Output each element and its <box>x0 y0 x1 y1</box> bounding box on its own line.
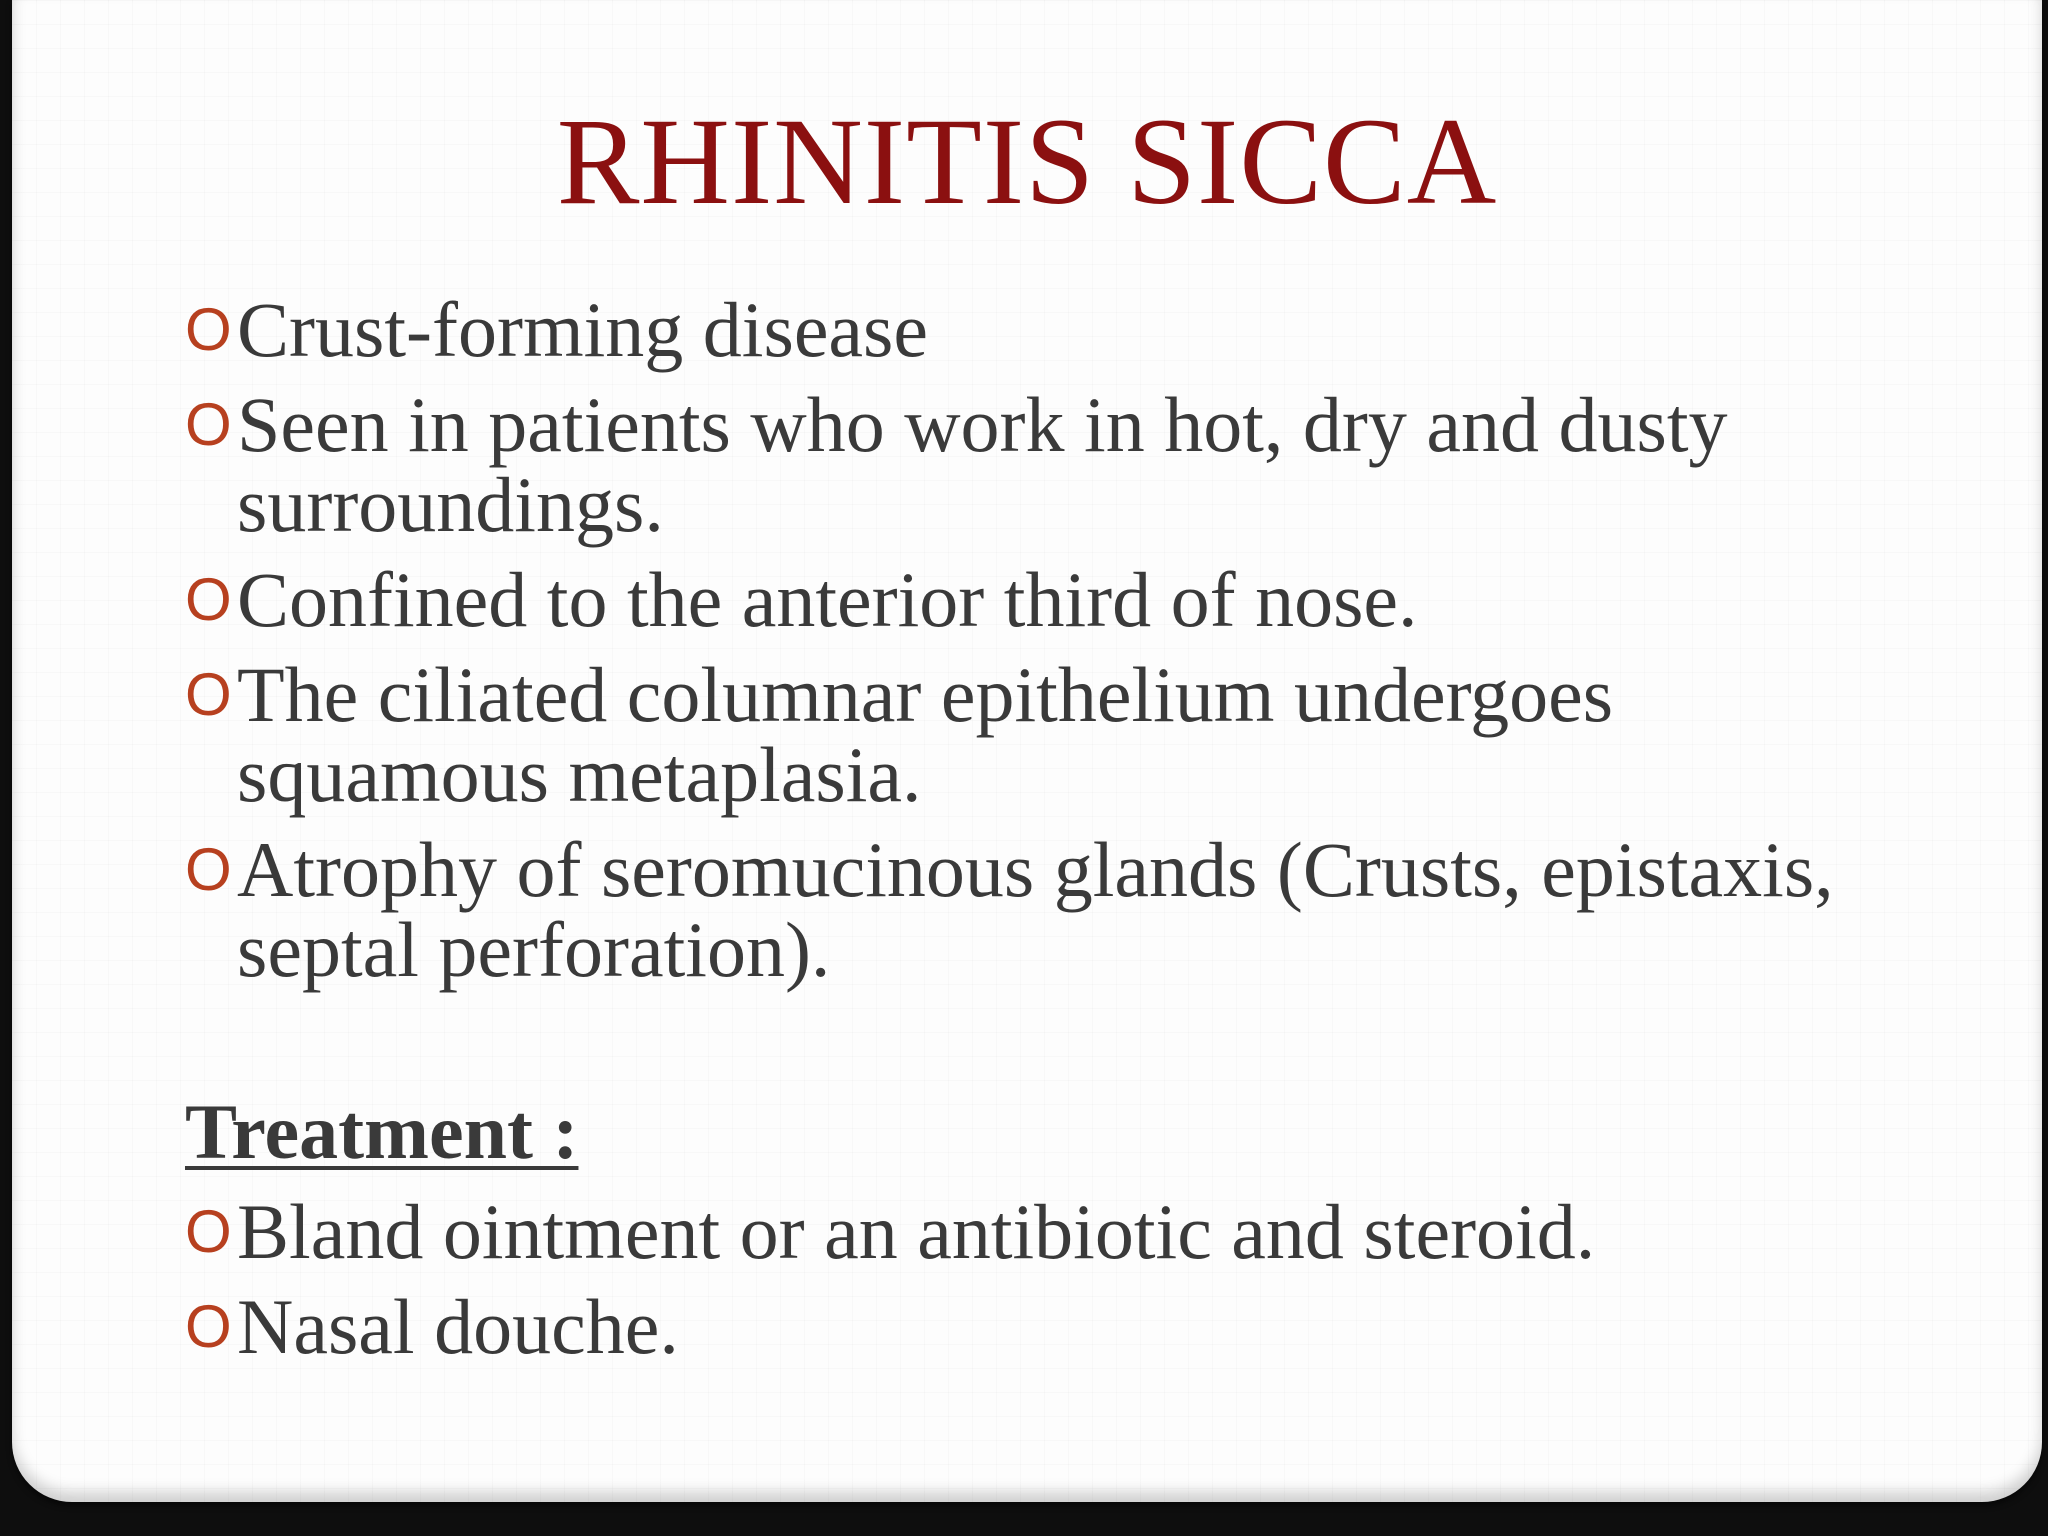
bullet-marker-icon: O <box>185 391 232 458</box>
bullet-text: Bland ointment or an antibiotic and steroid. <box>237 1188 1596 1275</box>
slide-title: RHINITIS SICCA <box>556 93 1498 230</box>
bullet-marker-icon: O <box>185 566 232 633</box>
bullet-text: The ciliated columnar epithelium undergoes squamous metaplasia. <box>237 651 1614 818</box>
list-item <box>185 1283 1885 1370</box>
list-item <box>185 556 1885 643</box>
bullet-text: Confined to the anterior third of nose. <box>237 556 1418 643</box>
list-item <box>185 826 1885 993</box>
treatment-list <box>185 1188 1885 1382</box>
list-item <box>185 1188 1885 1275</box>
treatment-heading: Treatment : <box>185 1088 579 1175</box>
bullet-text: Nasal douche. <box>237 1283 679 1370</box>
bullet-marker-icon: O <box>185 1293 232 1360</box>
list-item <box>185 651 1885 818</box>
bullet-marker-icon: O <box>185 836 232 903</box>
bullet-marker-icon: O <box>185 661 232 728</box>
bullet-list <box>185 286 1885 1005</box>
slide <box>12 0 2042 1502</box>
bullet-marker-icon: O <box>185 296 232 363</box>
bullet-marker-icon: O <box>185 1198 232 1265</box>
list-item <box>185 286 1885 373</box>
bullet-text: Seen in patients who work in hot, dry and dusty surroundings. <box>237 381 1728 548</box>
bullet-text: Crust-forming disease <box>237 286 929 373</box>
list-item <box>185 381 1885 548</box>
bullet-text: Atrophy of seromucinous glands (Crusts, epistaxis, septal perforation). <box>237 826 1834 993</box>
